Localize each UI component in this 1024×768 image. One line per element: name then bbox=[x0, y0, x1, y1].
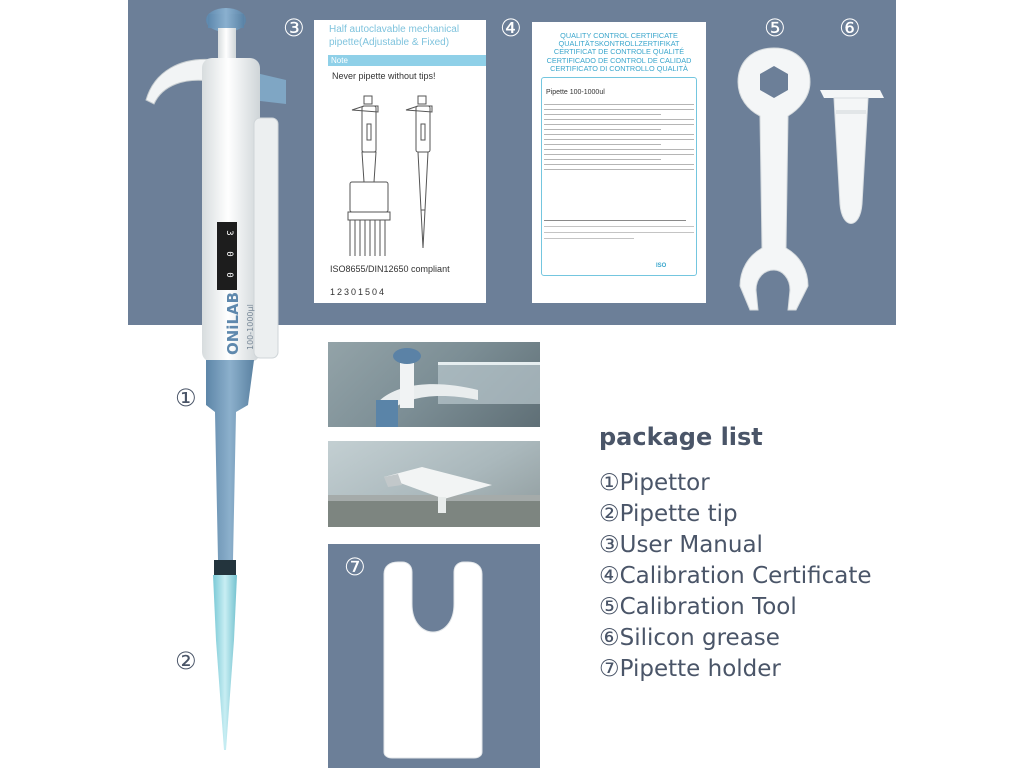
certificate-footer-lines bbox=[544, 226, 694, 244]
certificate-measurement-lines bbox=[544, 104, 694, 174]
manual-note-bar: Note bbox=[328, 55, 486, 66]
marker-seven: ⑦ bbox=[344, 553, 366, 581]
certificate-title-line: CERTIFICATO DI CONTROLLO QUALITÀ bbox=[550, 63, 688, 73]
pipette-shaft bbox=[206, 360, 254, 560]
manual-pipette-drawings bbox=[334, 90, 474, 260]
silicon-grease-tube bbox=[816, 84, 888, 242]
marker-two: ② bbox=[175, 647, 197, 675]
counter-digit: 0 bbox=[224, 272, 234, 278]
holder-mount-photo bbox=[328, 441, 540, 527]
certificate-title-line: QUALITÄTSKONTROLLZERTIFIKAT bbox=[558, 39, 680, 49]
marker-one: ① bbox=[175, 384, 197, 412]
marker-five: ⑤ bbox=[764, 14, 786, 42]
user-manual-card bbox=[314, 20, 486, 303]
certificate-title-line: CERTIFICAT DE CONTROLE QUALITÉ bbox=[553, 47, 685, 57]
pipette-holder bbox=[378, 560, 488, 760]
certificate-title-line: CERTIFICADO DE CONTROL DE CALIDAD bbox=[546, 55, 692, 65]
certificate-titles bbox=[538, 32, 700, 73]
holder-shelf-photo bbox=[328, 342, 540, 427]
plunger-rod bbox=[218, 28, 236, 58]
certificate-signature-line bbox=[544, 220, 686, 221]
calibration-tool bbox=[736, 46, 812, 314]
certificate-title-line: QUALITY CONTROL CERTIFICATE bbox=[560, 31, 678, 40]
calibration-certificate-card bbox=[532, 22, 706, 303]
package-item-user-manual: ③User Manual bbox=[599, 532, 763, 558]
manual-serial: 12301504 bbox=[330, 287, 387, 297]
counter-digit: 0 bbox=[224, 251, 234, 257]
package-item-silicon-grease: ⑥Silicon grease bbox=[599, 625, 780, 651]
pipette-tip bbox=[213, 575, 237, 750]
counter-digit: 3 bbox=[224, 230, 234, 236]
manual-compliance: ISO8655/DIN12650 compliant bbox=[330, 264, 450, 274]
package-item-pipettor: ①Pipettor bbox=[599, 470, 710, 496]
package-item-calibration-certificate: ④Calibration Certificate bbox=[599, 563, 872, 589]
marker-six: ⑥ bbox=[839, 14, 861, 42]
package-item-pipette-holder: ⑦Pipette holder bbox=[599, 656, 781, 682]
package-item-pipette-tip: ②Pipette tip bbox=[599, 501, 738, 527]
brand-logo: ONiLAB bbox=[224, 291, 242, 355]
manual-title: Half autoclavable mechanical pipette(Adjustable & Fixed) bbox=[329, 24, 460, 48]
certificate-model: Pipette 100-1000ul bbox=[546, 89, 605, 96]
package-list-title: package list bbox=[599, 423, 763, 451]
package-list bbox=[599, 468, 872, 685]
pipettor-illustration bbox=[140, 0, 310, 760]
manual-warning: Never pipette without tips! bbox=[332, 71, 436, 81]
package-item-calibration-tool: ⑤Calibration Tool bbox=[599, 594, 797, 620]
marker-four: ④ bbox=[500, 14, 522, 42]
pipette-holder-photo bbox=[328, 544, 540, 768]
marker-three: ③ bbox=[283, 14, 305, 42]
certificate-iso-mark: ISO bbox=[656, 263, 667, 269]
volume-range-label: 100-1000μl bbox=[246, 304, 255, 350]
